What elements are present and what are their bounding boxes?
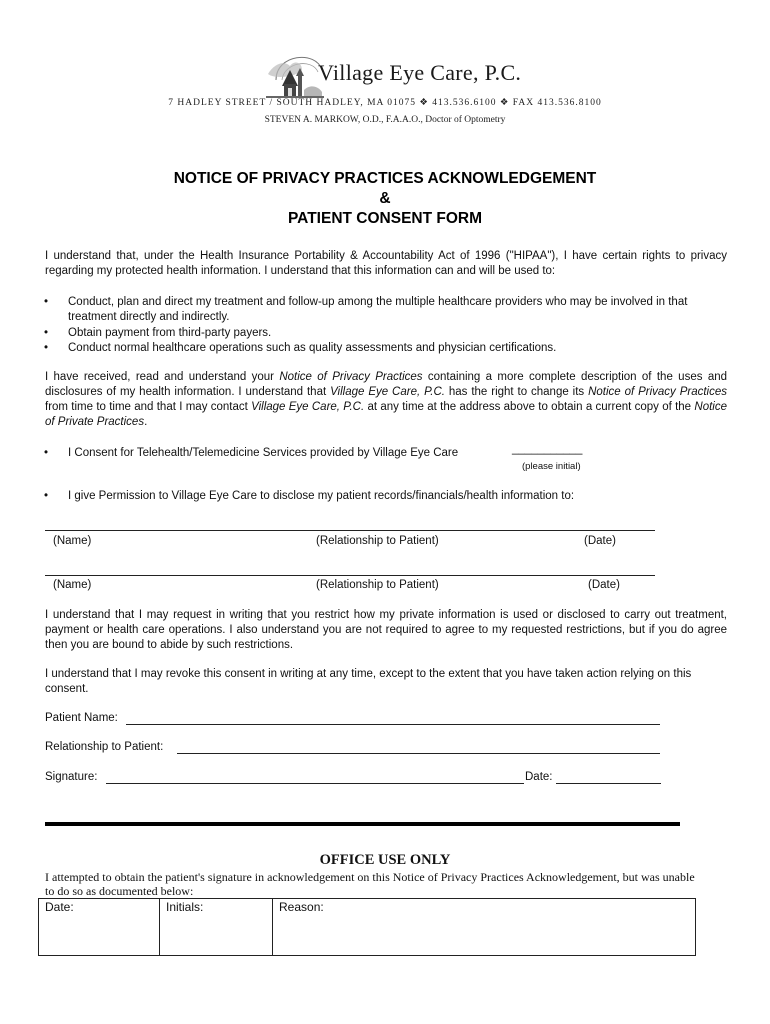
text-segment-italic: Village Eye Care, P.C. [330,386,445,398]
date-label: (Date) [588,579,620,591]
table-row [39,899,696,956]
office-reason-cell[interactable] [273,899,696,956]
relationship-label: (Relationship to Patient) [316,579,439,591]
text-segment: has the right to change its [444,386,589,398]
list-item: Obtain payment from third-party payers. [68,327,272,339]
text-segment: at any time at the address above to obtain a current copy of the [364,401,695,413]
office-initials-label: Initials: [166,900,204,914]
office-initials-cell[interactable] [160,899,273,956]
notice-paragraph [45,370,727,430]
name-label: (Name) [53,535,92,547]
authorized-person-2-line[interactable] [45,575,655,576]
office-use-text: I attempted to obtain the patient's signature in acknowledgement on this Notice of Privacy Practices Acknowledgement, but was unable to do so as documented below: [45,870,695,898]
bullet-dot: • [44,447,49,459]
office-use-table [38,898,696,956]
list-item: Conduct, plan and direct my treatment and follow-up among the multiple healthcare providers who may be involved in that treatment directly and indirectly. [68,296,688,323]
text-segment-italic: Notice of Private Practices [45,401,727,428]
restriction-paragraph: I understand that I may request in writing that you restrict how my private information is used or disclosed to carry out treatment, payment or health care operations. I also understand you are not required to agree to my requested restrictions, but if you do agree then you are bound to abide by such restrictions. [45,609,727,651]
signature-field[interactable] [106,783,524,784]
doctor-credentials: STEVEN A. MARKOW, O.D., F.A.A.O., Doctor of Optometry [264,115,506,125]
patient-name-field[interactable] [126,724,660,725]
text-segment-italic: Notice of Privacy Practices [588,386,727,398]
bullet-dot: • [44,296,49,308]
bullet-dot: • [44,342,49,354]
text-segment: from time to time and that I may contact [45,401,252,413]
practice-address: 7 HADLEY STREET / SOUTH HADLEY, MA 01075 ❖ 413.536.6100 ❖ FAX 413.536.8100 [168,98,602,108]
text-segment-italic: Notice of Privacy Practices [279,371,423,383]
text-segment: . [144,416,148,428]
relationship-field[interactable] [177,753,660,754]
intro-paragraph: I understand that, under the Health Insurance Portability & Accountability Act of 1996 ("HIPAA"), I have certain rights to privacy regarding my protected health information. I understand that this information can and will be used to: [45,250,727,277]
practice-name: Village Eye Care, P.C. [318,60,522,85]
authorized-person-1-line[interactable] [45,530,655,531]
text-segment-italic: Village Eye Care, P.C. [251,401,365,413]
patient-name-label: Patient Name: [45,712,118,724]
form-title-ampersand: & [379,190,391,207]
please-initial-label: (please initial) [522,461,581,472]
bullet-dot: • [44,490,49,502]
signature-date-label: Date: [525,771,553,783]
date-label: (Date) [584,535,616,547]
telehealth-initial-field[interactable]: ___________ [512,443,583,455]
office-date-label: Date: [45,900,74,914]
office-reason-label: Reason: [279,900,324,914]
permission-text: I give Permission to Village Eye Care to disclose my patient records/financials/health information to: [68,490,575,502]
relationship-field-label: Relationship to Patient: [45,741,164,753]
name-label: (Name) [53,579,92,591]
office-use-title: OFFICE USE ONLY [319,852,451,868]
relationship-label: (Relationship to Patient) [316,535,439,547]
telehealth-consent-text: I Consent for Telehealth/Telemedicine Services provided by Village Eye Care [68,447,459,459]
list-item: Conduct normal healthcare operations such as quality assessments and physician certifications. [68,342,557,354]
signature-label: Signature: [45,771,98,783]
text-segment: I have received, read and understand your [45,371,280,383]
revoke-paragraph: I understand that I may revoke this consent in writing at any time, except to the extent that you have taken action relying on this consent. [45,668,692,695]
form-title-line3: PATIENT CONSENT FORM [287,210,483,227]
text-segment: containing a more complete description of the uses and disclosures of my health information. I understand that [45,371,728,398]
signature-date-field[interactable] [556,783,661,784]
bullet-dot: • [44,327,49,339]
form-title-line1: NOTICE OF PRIVACY PRACTICES ACKNOWLEDGEMENT [173,170,597,187]
section-divider [45,822,680,826]
office-date-cell[interactable] [39,899,160,956]
